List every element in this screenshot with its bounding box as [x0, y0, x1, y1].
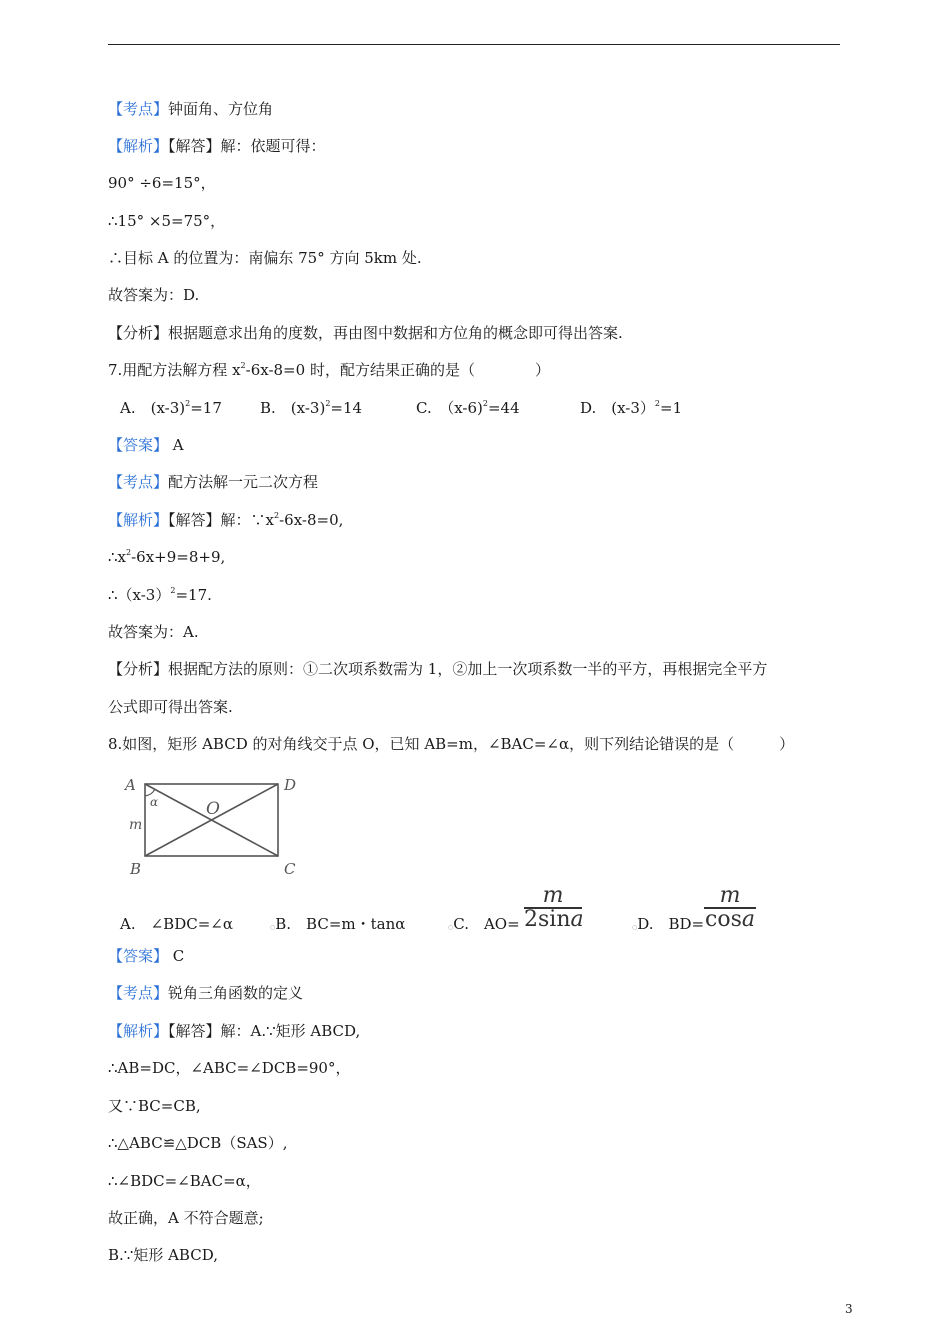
kaodian-tag: 【考点】 [108, 473, 169, 491]
den-func: 2sin [524, 907, 571, 932]
solution-step: 90° ÷6=15°， [108, 174, 216, 192]
q8-option-d [632, 913, 704, 939]
q8-option-a: A. ∠BDC=∠α [120, 915, 233, 933]
step-pre: ∴（x-3） [108, 586, 171, 604]
fraction-numerator: m [542, 883, 564, 908]
option-sup: 2 [185, 399, 191, 408]
option-marker: ○ [448, 924, 454, 931]
kaodian-text: 锐角三角函数的定义 [168, 984, 304, 1002]
label-c: C [284, 860, 296, 878]
option-sup: 2 [325, 399, 331, 408]
step-sup: 2 [126, 548, 132, 557]
fraction-denominator [704, 909, 756, 931]
jiexi-sup: 2 [273, 511, 280, 520]
q7-stem-post: -6x-8=0 时，配方结果正确的是（ ） [245, 361, 550, 379]
q8-option-c-fraction [524, 883, 584, 932]
jiexi-text: 【解答】解：A.∵矩形 ABCD, [168, 1022, 361, 1040]
label-a: A [125, 776, 136, 794]
q8-kaodian [108, 982, 303, 1004]
page-number: 3 [845, 1302, 853, 1316]
q8-step: B.∵矩形 ABCD, [108, 1246, 218, 1264]
q7-kaodian [108, 471, 318, 493]
jiexi-tag: 【解析】 [108, 1022, 169, 1040]
label-d: D [284, 776, 297, 794]
option-sup: 2 [654, 399, 661, 408]
q8-step: ∴∠BDC=∠BAC=α， [108, 1172, 261, 1190]
label-b: B [130, 860, 142, 878]
step-pre: ∴x [108, 548, 127, 566]
q7-option-c [416, 397, 520, 419]
q7-option-a [120, 397, 222, 419]
q7-analysis-cont: 公式即可得出答案. [108, 698, 233, 716]
q7-answer [108, 434, 184, 456]
option-text: B. BC=m・tanα [275, 915, 406, 933]
label-alpha: α [150, 795, 159, 809]
option-marker: ○ [270, 924, 276, 931]
q7-stem [108, 359, 550, 381]
solution-step: ∴目标 A 的位置为：南偏东 75° 方向 5km 处. [108, 249, 422, 267]
analysis-line: 【分析】根据题意求出角的度数，再由图中数据和方位角的概念即可得出答案. [108, 324, 623, 342]
q8-answer [108, 945, 184, 967]
step-sup: 2 [170, 586, 176, 595]
q8-option-c [448, 913, 520, 939]
q8-step: ∴△ABC≌△DCB（SAS）, [108, 1134, 288, 1152]
q7-stem-sup: 2 [240, 361, 246, 370]
fraction-numerator: m [719, 883, 741, 908]
den-var: a [741, 907, 755, 932]
option-post: =44 [487, 399, 520, 417]
q8-step: 故正确，A 不符合题意; [108, 1209, 264, 1227]
fraction-denominator [524, 909, 582, 931]
jiexi-line [108, 135, 326, 157]
option-pre: C. （x-6) [416, 399, 483, 417]
option-post: =17 [190, 399, 222, 417]
option-marker: ○ [632, 924, 638, 931]
q7-conclusion: 故答案为：A. [108, 623, 199, 641]
step-post: =17. [175, 586, 212, 604]
option-sup: 2 [482, 399, 488, 408]
jiexi-post: -6x-8=0, [279, 511, 344, 529]
jiexi-pre: 【解答】解：∵x [168, 511, 274, 529]
q8-step: 又∵BC=CB, [108, 1097, 201, 1115]
option-pre: B. (x-3) [260, 399, 326, 417]
q8-jiexi [108, 1020, 360, 1042]
q8-option-d-fraction [704, 883, 756, 932]
q7-analysis: 【分析】根据配方法的原则：①二次项系数需为 1，②加上一次项系数一半的平方，再根据完全平方 [108, 660, 768, 678]
option-pre: D. (x-3） [580, 399, 655, 417]
den-var: a [570, 907, 584, 932]
kaodian-text: 配方法解一元二次方程 [168, 473, 319, 491]
label-o: O [206, 799, 220, 819]
q7-jiexi [108, 509, 343, 531]
q7-step [108, 546, 225, 568]
kaodian-tag: 【考点】 [108, 100, 169, 118]
jiexi-text: 【解答】解：依题可得： [168, 137, 326, 155]
answer-conclusion: 故答案为：D. [108, 286, 200, 304]
q8-step: ∴AB=DC，∠ABC=∠DCB=90°， [108, 1059, 351, 1077]
answer-value: A [172, 436, 184, 454]
jiexi-tag: 【解析】 [108, 137, 169, 155]
step-post: -6x+9=8+9, [131, 548, 226, 566]
q7-option-b [260, 397, 362, 419]
q8-option-b [270, 913, 405, 939]
q7-option-d [580, 397, 682, 419]
option-post: =1 [660, 399, 683, 417]
kaodian-tag: 【考点】 [108, 984, 169, 1002]
q7-step [108, 584, 212, 606]
kaodian-line [108, 98, 273, 120]
rectangle-figure [118, 770, 308, 880]
answer-value: C [172, 947, 185, 965]
answer-tag: 【答案】 [108, 436, 169, 454]
answer-tag: 【答案】 [108, 947, 169, 965]
option-text: C. AO= [453, 915, 520, 933]
option-post: =14 [330, 399, 363, 417]
q7-stem-pre: 7.用配方法解方程 x [108, 361, 241, 379]
q8-stem: 8.如图，矩形 ABCD 的对角线交于点 O，已知 AB=m，∠BAC=∠α，则下列结论错误的是（ ） [108, 735, 795, 753]
jiexi-tag: 【解析】 [108, 511, 169, 529]
solution-step: ∴15° ×5=75°， [108, 212, 226, 230]
label-m: m [129, 817, 143, 833]
kaodian-text: 钟面角、方位角 [168, 100, 274, 118]
den-func: cos [705, 907, 742, 932]
option-pre: A. (x-3) [120, 399, 186, 417]
option-text: D. BD= [637, 915, 705, 933]
header-rule [108, 44, 840, 45]
